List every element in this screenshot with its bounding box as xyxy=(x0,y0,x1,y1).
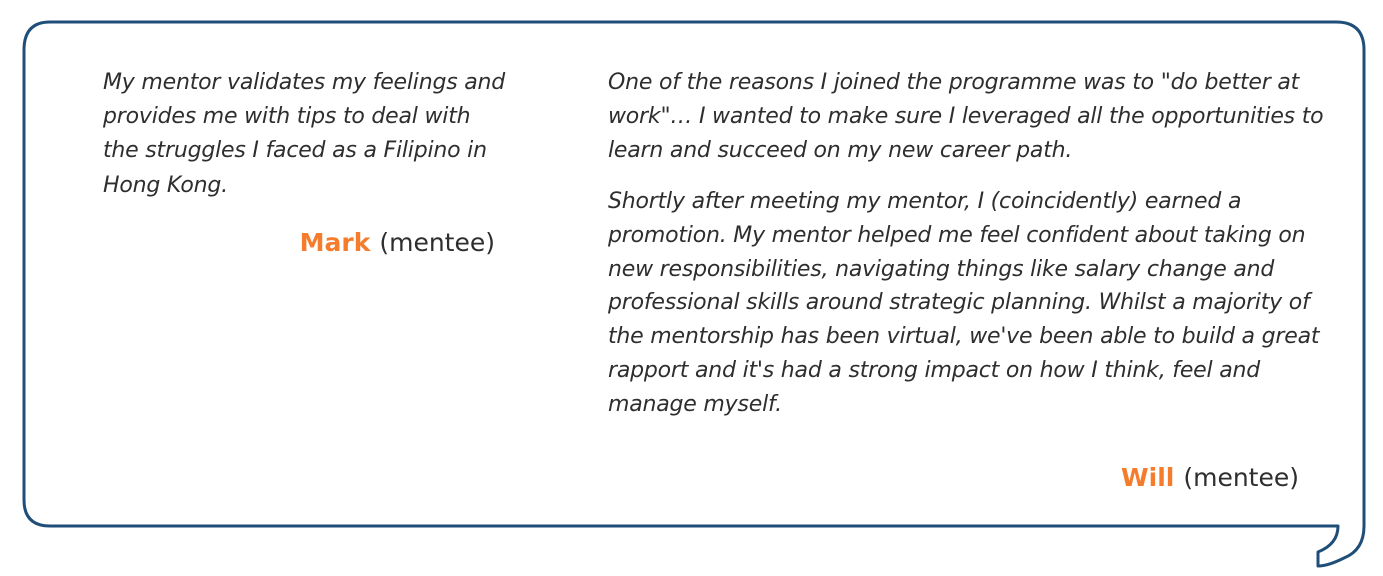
testimonial-will-quote-paragraph-1: One of the reasons I joined the programme was to "do better at work"… I wanted to make sure I leveraged all the opportunities to learn and succeed on my new career path. xyxy=(608,70,1324,164)
testimonial-mark-name: Mark xyxy=(299,228,371,257)
testimonial-will-attribution xyxy=(1121,463,1299,492)
testimonial-will-role: (mentee) xyxy=(1183,463,1299,492)
testimonial-mark-role: (mentee) xyxy=(379,228,495,257)
testimonial-mark-attribution xyxy=(300,228,495,257)
testimonial-will-quote-paragraph-2: Shortly after meeting my mentor, I (coincidently) earned a promotion. My mentor helped me feel confident about taking on new responsibilities, navigating things like salary change and professional skills around strategic planning. Whilst a majority of the mentorship has been virtual, we've been able to build a great rapport and it's had a strong impact on how I think, feel and manage myself. xyxy=(608,189,1320,417)
testimonial-will-name: Will xyxy=(1121,463,1175,492)
testimonial-mark-quote: My mentor validates my feelings and provides me with tips to deal with the struggles I faced as a Filipino in Hong Kong. xyxy=(103,70,506,198)
